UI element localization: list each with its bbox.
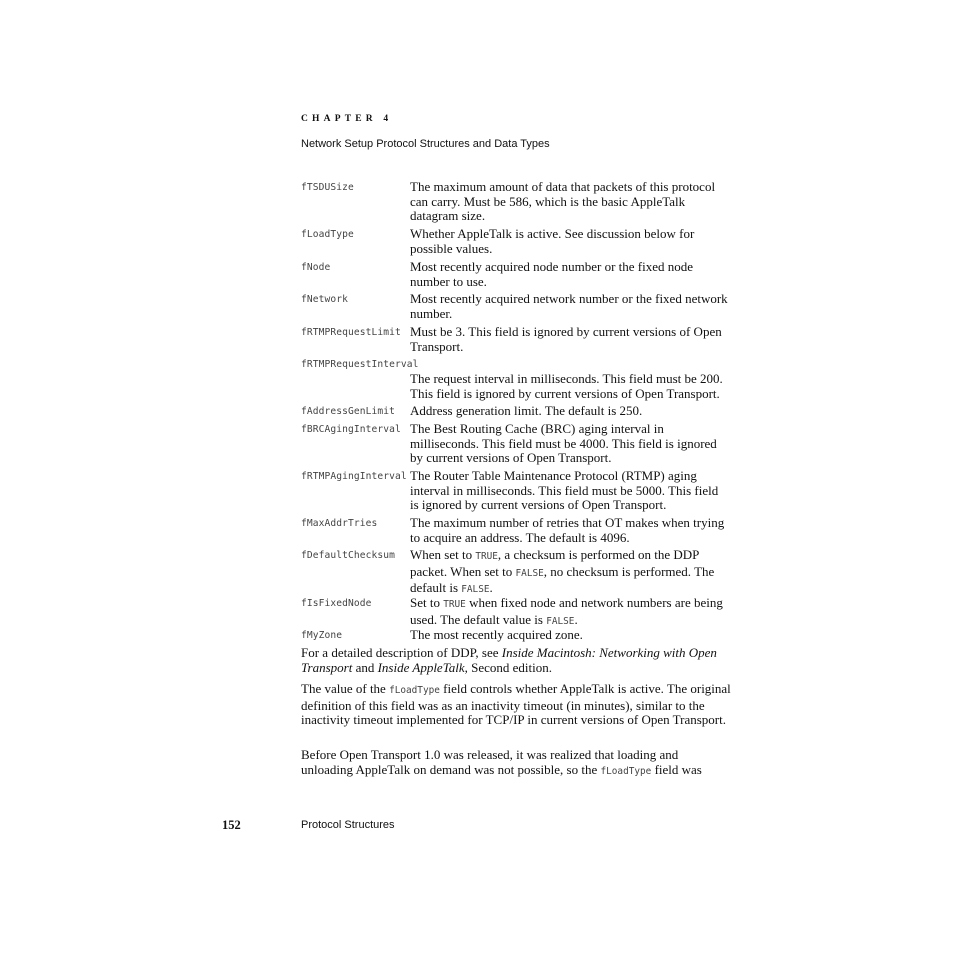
field-description: The maximum amount of data that packets of this protocol can carry. Must be 586, which is the basic AppleTalk datagram size. bbox=[410, 179, 716, 224]
field-name: fLoadType bbox=[301, 229, 354, 240]
field-name: fTSDUSize bbox=[301, 182, 354, 193]
field-name: fMaxAddrTries bbox=[301, 518, 378, 529]
code-literal: FALSE bbox=[461, 584, 490, 596]
code-literal: fLoadType bbox=[600, 765, 652, 777]
code-literal: fLoadType bbox=[389, 685, 440, 696]
field-description: Most recently acquired node number or the fixed node number to use. bbox=[410, 259, 694, 289]
code-literal: FALSE bbox=[515, 567, 544, 579]
field-description: The request interval in milliseconds. This field must be 200. This field is ignored by current versions of Open Transport. bbox=[410, 371, 723, 401]
field-description: Set to TRUE when fixed node and network numbers are being used. The default value is FALSE. bbox=[410, 595, 723, 627]
code-literal: FALSE bbox=[546, 615, 575, 627]
field-description: When set to TRUE, a checksum is performed on the DDP packet. When set to FALSE, no checksum is performed. The default is FALSE. bbox=[410, 547, 715, 596]
field-description: Must be 3. This field is ignored by current versions of Open Transport. bbox=[410, 324, 722, 354]
field-name: fMyZone bbox=[301, 630, 343, 641]
field-description: Address generation limit. The default is 250. bbox=[410, 403, 643, 418]
field-description: The Best Routing Cache (BRC) aging interval in milliseconds. This field must be 4000. This field is ignored by current versions of Open Transport. bbox=[410, 421, 717, 466]
field-name: fIsFixedNode bbox=[301, 598, 372, 609]
field-name: fBRCAgingInterval bbox=[301, 424, 401, 435]
paragraph-open-transport: Before Open Transport 1.0 was released, it was realized that loading and unloading AppleTalk on demand was not possible, so the fLoadType field was bbox=[301, 747, 702, 777]
chapter-label: CHAPTER 4 bbox=[301, 114, 393, 124]
field-name: fNetwork bbox=[301, 294, 349, 305]
field-description: The maximum number of retries that OT makes when trying to acquire an address. The default is 4096. bbox=[410, 515, 725, 545]
code-literal: TRUE bbox=[443, 599, 466, 610]
chapter-subtitle: Network Setup Protocol Structures and Data Types bbox=[301, 138, 550, 150]
field-name: fRTMPAgingInterval bbox=[301, 471, 407, 482]
field-name: fDefaultChecksum bbox=[301, 550, 396, 561]
field-description: The Router Table Maintenance Protocol (RTMP) aging interval in milliseconds. This field must be 5000. This field is ignored by current versions of Open Transport. bbox=[410, 468, 719, 513]
field-name: fAddressGenLimit bbox=[301, 406, 396, 417]
field-name: fNode bbox=[301, 262, 331, 273]
footer-section-title: Protocol Structures bbox=[301, 819, 395, 831]
paragraph-ddp-reference: For a detailed description of DDP, see Inside Macintosh: Networking with Open Transport and Inside AppleTalk, Second edition. bbox=[301, 645, 717, 675]
code-literal: TRUE bbox=[475, 551, 498, 562]
paragraph-floadtype: The value of the fLoadType field controls whether AppleTalk is active. The original definition of this field was as an inactivity timeout (in minutes), similar to the inactivity timeout implemented for TCP/IP in current versions of Open Transport. bbox=[301, 681, 731, 728]
field-description: The most recently acquired zone. bbox=[410, 627, 583, 642]
field-description: Most recently acquired network number or the fixed network number. bbox=[410, 291, 728, 321]
field-name: fRTMPRequestInterval bbox=[301, 359, 419, 370]
field-description: Whether AppleTalk is active. See discussion below for possible values. bbox=[410, 226, 695, 256]
field-name: fRTMPRequestLimit bbox=[301, 327, 401, 338]
page-number: 152 bbox=[222, 818, 241, 832]
